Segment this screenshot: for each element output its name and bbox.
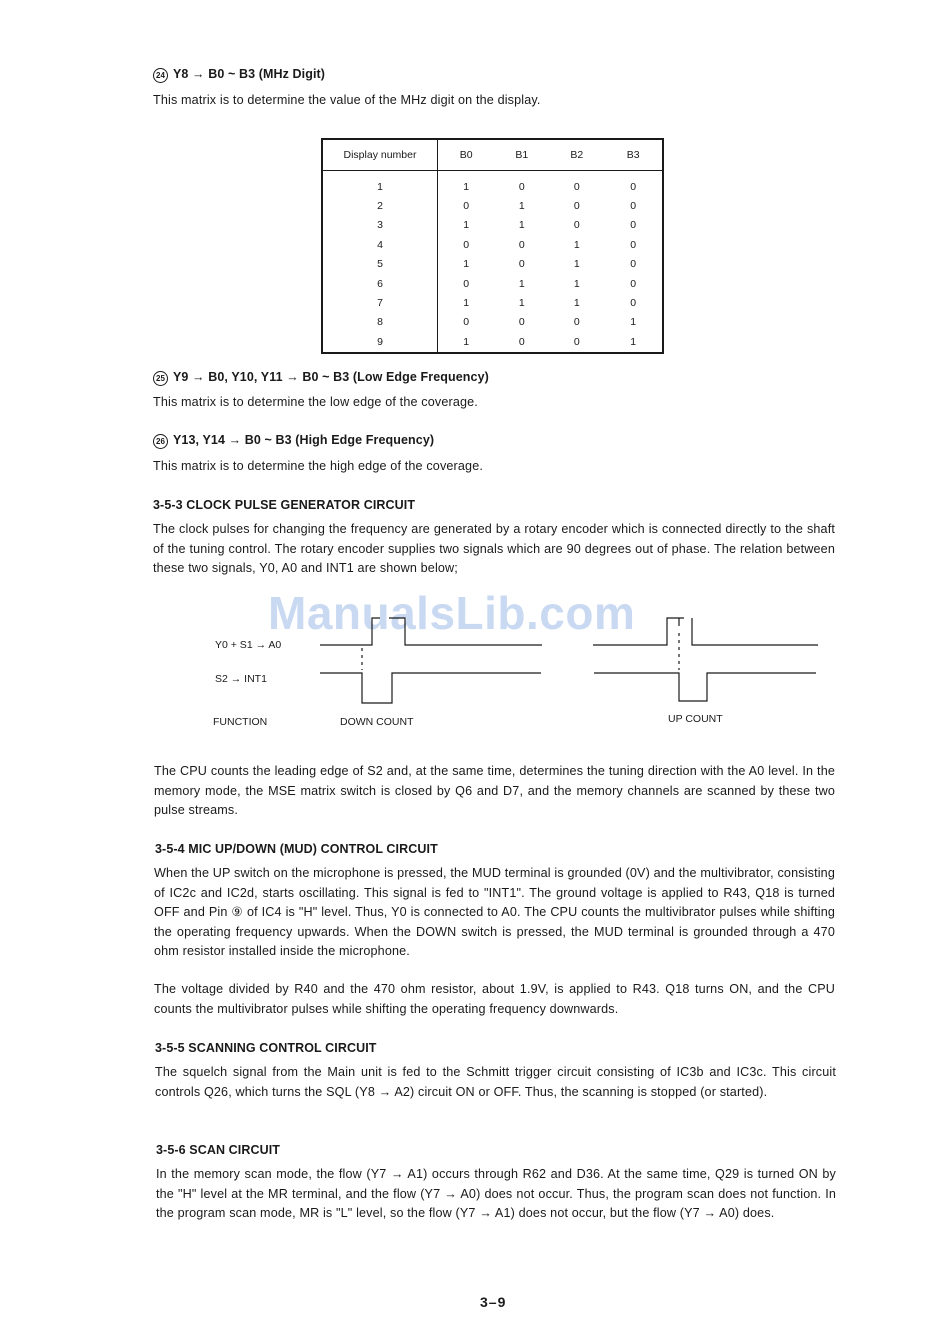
table-cell: 1 <box>463 335 470 348</box>
table-cell: 0 <box>573 200 580 213</box>
section-26-text: This matrix is to determine the high edge of the coverage. <box>153 459 484 473</box>
table-cell: 0 <box>463 238 470 251</box>
column-header-b0: B0 <box>438 139 495 171</box>
table-cell: 4 <box>322 235 438 254</box>
table-cell: 1 <box>463 297 470 310</box>
table-cell: 1 <box>518 219 525 232</box>
circled-number-25: 25 <box>153 371 168 386</box>
label-down-count: DOWN COUNT <box>340 716 414 728</box>
table-cell: 1 <box>573 238 580 251</box>
label-up-count: UP COUNT <box>668 713 723 725</box>
section-25-text: This matrix is to determine the low edge of the coverage. <box>153 395 478 409</box>
section-3-5-4-text-2: The voltage divided by R40 and the 470 ohm resistor, about 1.9V, is applied to R43. Q18 turns ON, and the CPU counts the multivibrator pulses while shifting the operating frequency downwards. <box>154 982 835 1016</box>
section-24-title: Y8 → B0 ~ B3 (MHz Digit) <box>173 67 326 81</box>
circled-number-26: 26 <box>153 434 168 449</box>
table-cell: 0 <box>463 316 470 329</box>
table-cell: 0 <box>630 180 637 193</box>
section-3-5-4-text-1: When the UP switch on the microphone is pressed, the MUD terminal is grounded (0V) and the multivibrator, consisting of IC2c and IC2d, starts oscillating. This signal is fed to "INT1". The ground voltage is applied to R43, Q18 is turned OFF and Pin ⑨ of IC4 is "H" level. Thus, Y0 is connected to A0. The CPU counts the multivibrator pulses while shifting the operating frequency upwards. When the DOWN switch is pressed, the MUD terminal is grounded through a 470 ohm resistor installed inside the microphone. <box>154 866 835 958</box>
section-3-5-6-heading: 3-5-6 SCAN CIRCUIT <box>156 1143 281 1157</box>
label-y0-s1-a0: Y0 + S1 → A0 <box>215 639 282 651</box>
table-cell: 0 <box>630 238 637 251</box>
table-cell: 8 <box>322 313 438 332</box>
table-cell: 0 <box>518 316 525 329</box>
table-cell: 0 <box>630 277 637 290</box>
section-3-5-3-heading: 3-5-3 CLOCK PULSE GENERATOR CIRCUIT <box>153 498 416 512</box>
table-cell: 0 <box>518 180 525 193</box>
table-cell: 0 <box>573 219 580 232</box>
table-cell: 0 <box>573 180 580 193</box>
table-cell: 0 <box>518 258 525 271</box>
watermark: ManualsLib.com <box>268 587 636 639</box>
down-a0-waveform <box>320 618 380 645</box>
table-cell: 0 <box>630 258 637 271</box>
column-header-b2: B2 <box>549 139 604 171</box>
table-cell: 1 <box>573 277 580 290</box>
table-cell: 1 <box>573 258 580 271</box>
section-3-5-6-text: In the memory scan mode, the flow (Y7 → A1) occurs through R62 and D36. At the same time, Q29 is turned ON by the "H" level at the MR terminal, and the flow (Y7 → A0) does not occur. Thus, the program scan does not function. In the program scan mode, MR is "L" level, so the flow (Y7 → A1) does not occur, but the flow (Y7 → A0) does. <box>156 1167 836 1220</box>
section-24-text: This matrix is to determine the value of the MHz digit on the display. <box>153 93 541 107</box>
table-cell: 3 <box>322 216 438 235</box>
table-cell: 6 <box>322 274 438 293</box>
table-cell: 1 <box>630 316 637 329</box>
section-26-title: Y13, Y14 → B0 ~ B3 (High Edge Frequency) <box>173 433 435 447</box>
section-3-5-4-heading: 3-5-4 MIC UP/DOWN (MUD) CONTROL CIRCUIT <box>155 842 438 856</box>
table-cell: 2 <box>322 196 438 215</box>
section-3-5-5-text: The squelch signal from the Main unit is fed to the Schmitt trigger circuit consisting of IC3b and IC3c. This circuit controls Q26, which turns the SQL (Y8 → A2) circuit ON or OFF. Thus, the scanning is stopped (or started). <box>155 1065 836 1099</box>
table-cell: 0 <box>573 335 580 348</box>
section-25-title: Y9 → B0, Y10, Y11 → B0 ~ B3 (Low Edge Frequency) <box>173 370 489 384</box>
down-int1-waveform <box>320 673 541 703</box>
table-cell: 0 <box>630 200 637 213</box>
circled-number-24: 24 <box>153 68 168 83</box>
table-cell: 0 <box>518 335 525 348</box>
table-cell: 0 <box>630 219 637 232</box>
table-cell: 7 <box>322 293 438 312</box>
table-cell: 0 <box>463 200 470 213</box>
table-cell: 9 <box>322 332 438 352</box>
table-cell: 1 <box>518 277 525 290</box>
table-cell: 5 <box>322 255 438 274</box>
up-a0-waveform-2 <box>692 618 818 645</box>
table-cell: 0 <box>573 316 580 329</box>
table-cell: 0 <box>630 297 637 310</box>
column-header-display-number: Display number <box>322 139 438 171</box>
section-3-5-5-heading: 3-5-5 SCANNING CONTROL CIRCUIT <box>155 1041 377 1055</box>
table-cell: 1 <box>463 180 470 193</box>
section-3-5-3-after-text: The CPU counts the leading edge of S2 and, at the same time, determines the tuning direction with the A0 level. In the memory mode, the MSE matrix switch is closed by Q6 and D7, and the memory channels are scanned by these two pulse streams. <box>154 764 835 817</box>
down-a0-waveform-2 <box>389 618 542 645</box>
table-cell: 0 <box>518 238 525 251</box>
section-3-5-3-text: The clock pulses for changing the frequency are generated by a rotary encoder which is connected directly to the shaft of the tuning control. The rotary encoder supplies two signals which are 90 degrees out of phase. The relation between these two signals, Y0, A0 and INT1 are shown below; <box>153 522 835 575</box>
label-s2-int1: S2 → INT1 <box>215 673 267 685</box>
table-cell: 0 <box>463 277 470 290</box>
table-cell: 1 <box>518 200 525 213</box>
up-int1-waveform <box>594 673 816 701</box>
label-function: FUNCTION <box>213 716 268 728</box>
table-cell: 1 <box>573 297 580 310</box>
table-cell: 1 <box>322 171 438 197</box>
table-cell: 1 <box>463 258 470 271</box>
up-a0-waveform <box>593 618 684 645</box>
page-number: 3–9 <box>480 1294 507 1310</box>
column-header-b3: B3 <box>604 139 663 171</box>
table-cell: 1 <box>518 297 525 310</box>
column-header-b1: B1 <box>494 139 549 171</box>
table-cell: 1 <box>463 219 470 232</box>
table-cell: 1 <box>630 335 637 348</box>
